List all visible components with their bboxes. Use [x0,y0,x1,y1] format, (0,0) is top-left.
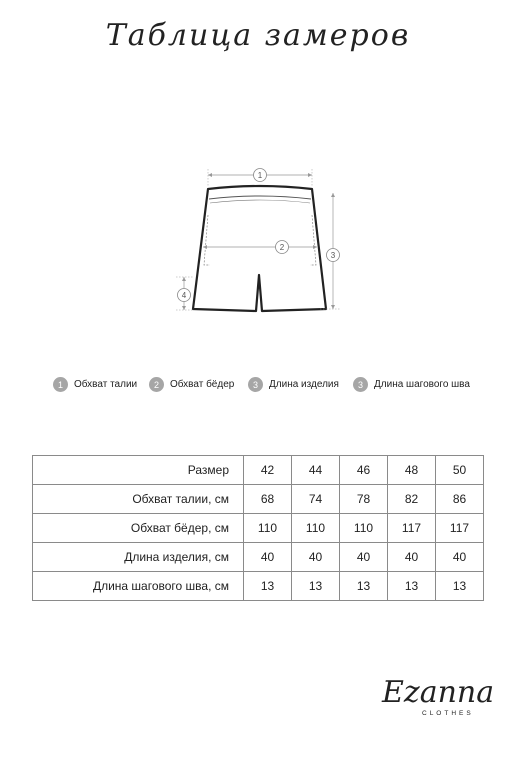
shorts-outline [193,186,326,311]
row-label: Длина изделия, см [33,543,244,572]
legend-item-inseam [353,377,470,392]
size-cell: 46 [340,456,388,485]
value-cell: 13 [340,572,388,601]
value-cell: 117 [388,514,436,543]
legend-item-length [248,377,339,392]
row-label: Обхват талии, см [33,485,244,514]
size-table [32,455,484,601]
brand-logo [378,668,498,728]
table-row [33,543,484,572]
legend-label: Длина изделия [269,379,339,390]
table-row [33,485,484,514]
value-cell: 110 [244,514,292,543]
size-cell: 44 [292,456,340,485]
page-title: Таблица замеров [105,18,411,53]
table-row [33,514,484,543]
value-cell: 13 [388,572,436,601]
legend-label: Длина шагового шва [374,379,470,390]
shorts-diagram [160,155,360,335]
legend-number: 3 [353,377,368,392]
value-cell: 40 [340,543,388,572]
size-cell: 48 [388,456,436,485]
size-cell: 50 [436,456,484,485]
value-cell: 13 [292,572,340,601]
value-cell: 40 [388,543,436,572]
marker-3: 3 [330,251,336,260]
value-cell: 78 [340,485,388,514]
value-cell: 40 [436,543,484,572]
marker-2: 2 [279,243,285,252]
size-cell: 42 [244,456,292,485]
value-cell: 74 [292,485,340,514]
value-cell: 13 [244,572,292,601]
value-cell: 40 [244,543,292,572]
value-cell: 40 [292,543,340,572]
value-cell: 110 [292,514,340,543]
value-cell: 13 [436,572,484,601]
legend [0,377,516,397]
legend-item-hips [149,377,234,392]
table-row-header [33,456,484,485]
value-cell: 117 [436,514,484,543]
legend-label: Обхват бёдер [170,379,235,390]
legend-number: 3 [248,377,263,392]
marker-4: 4 [181,291,187,300]
legend-item-waist [53,377,137,392]
value-cell: 68 [244,485,292,514]
legend-label: Обхват талии [74,379,138,390]
logo-main: Ezanna [382,675,495,710]
legend-number: 1 [53,377,68,392]
row-label: Обхват бёдер, см [33,514,244,543]
table-row [33,572,484,601]
header-label: Размер [33,456,244,485]
row-label: Длина шагового шва, см [33,572,244,601]
marker-1: 1 [257,171,263,180]
value-cell: 110 [340,514,388,543]
logo-sub: CLOTHES [422,710,474,717]
value-cell: 86 [436,485,484,514]
legend-number: 2 [149,377,164,392]
value-cell: 82 [388,485,436,514]
